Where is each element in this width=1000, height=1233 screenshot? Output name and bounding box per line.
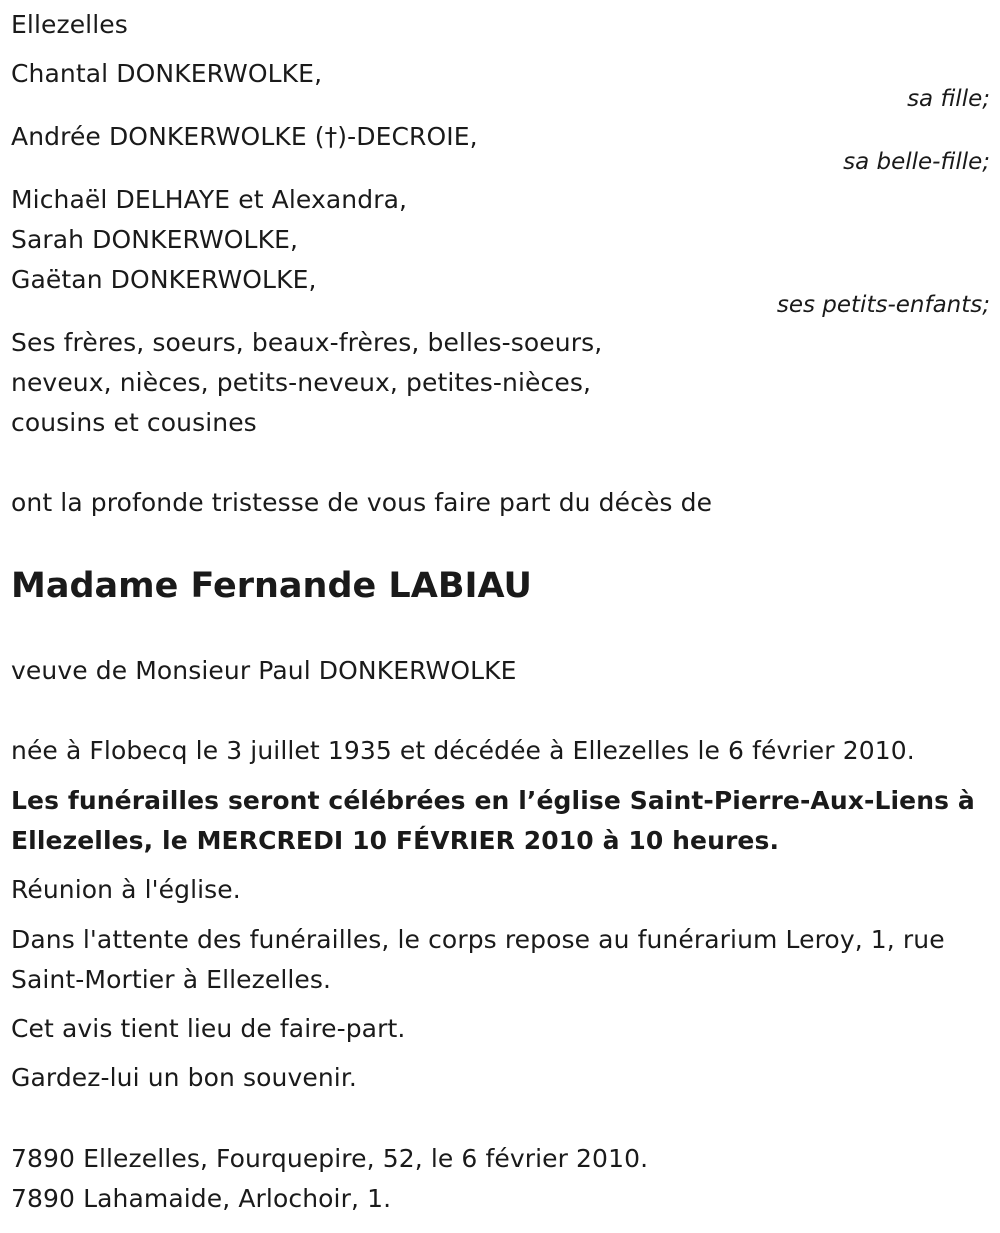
announcement-text: ont la profonde tristesse de vous faire part du décès de xyxy=(11,488,713,517)
funeral-line: Les funérailles seront célébrées en l’église Saint-Pierre-Aux-Liens à xyxy=(11,786,975,815)
family-name: Andrée DONKERWOLKE (†)-DECROIE, xyxy=(11,122,478,151)
family-role: sa fille; xyxy=(907,86,990,112)
notice-text: Cet avis tient lieu de faire-part. xyxy=(11,1014,406,1043)
spouse-text: veuve de Monsieur Paul DONKERWOLKE xyxy=(11,656,517,685)
family-name: Gaëtan DONKERWOLKE, xyxy=(11,265,317,294)
family-name: Ses frères, soeurs, beaux-frères, belles-soeurs, xyxy=(11,328,603,357)
family-name: Sarah DONKERWOLKE, xyxy=(11,225,299,254)
family-name: cousins et cousines xyxy=(11,408,257,437)
family-role: ses petits-enfants; xyxy=(776,292,990,318)
rest-line: Saint-Mortier à Ellezelles. xyxy=(11,965,332,994)
address-line: 7890 Ellezelles, Fourquepire, 52, le 6 février 2010. xyxy=(11,1144,649,1173)
meeting-text: Réunion à l'église. xyxy=(11,875,241,904)
family-name: Michaël DELHAYE et Alexandra, xyxy=(11,185,408,214)
family-name: neveux, nièces, petits-neveux, petites-nièces, xyxy=(11,368,592,397)
family-name: Chantal DONKERWOLKE, xyxy=(11,59,323,88)
memory-text: Gardez-lui un bon souvenir. xyxy=(11,1063,357,1092)
birth-death-text: née à Flobecq le 3 juillet 1935 et décédée à Ellezelles le 6 février 2010. xyxy=(11,736,915,765)
family-role: sa belle-fille; xyxy=(843,149,990,175)
deceased-name: Madame Fernande LABIAU xyxy=(11,566,532,606)
funeral-line: Ellezelles, le MERCREDI 10 FÉVRIER 2010 à 10 heures. xyxy=(11,826,780,855)
rest-line: Dans l'attente des funérailles, le corps repose au funérarium Leroy, 1, rue xyxy=(11,925,945,954)
location-header: Ellezelles xyxy=(11,10,128,39)
address-line: 7890 Lahamaide, Arlochoir, 1. xyxy=(11,1184,392,1213)
